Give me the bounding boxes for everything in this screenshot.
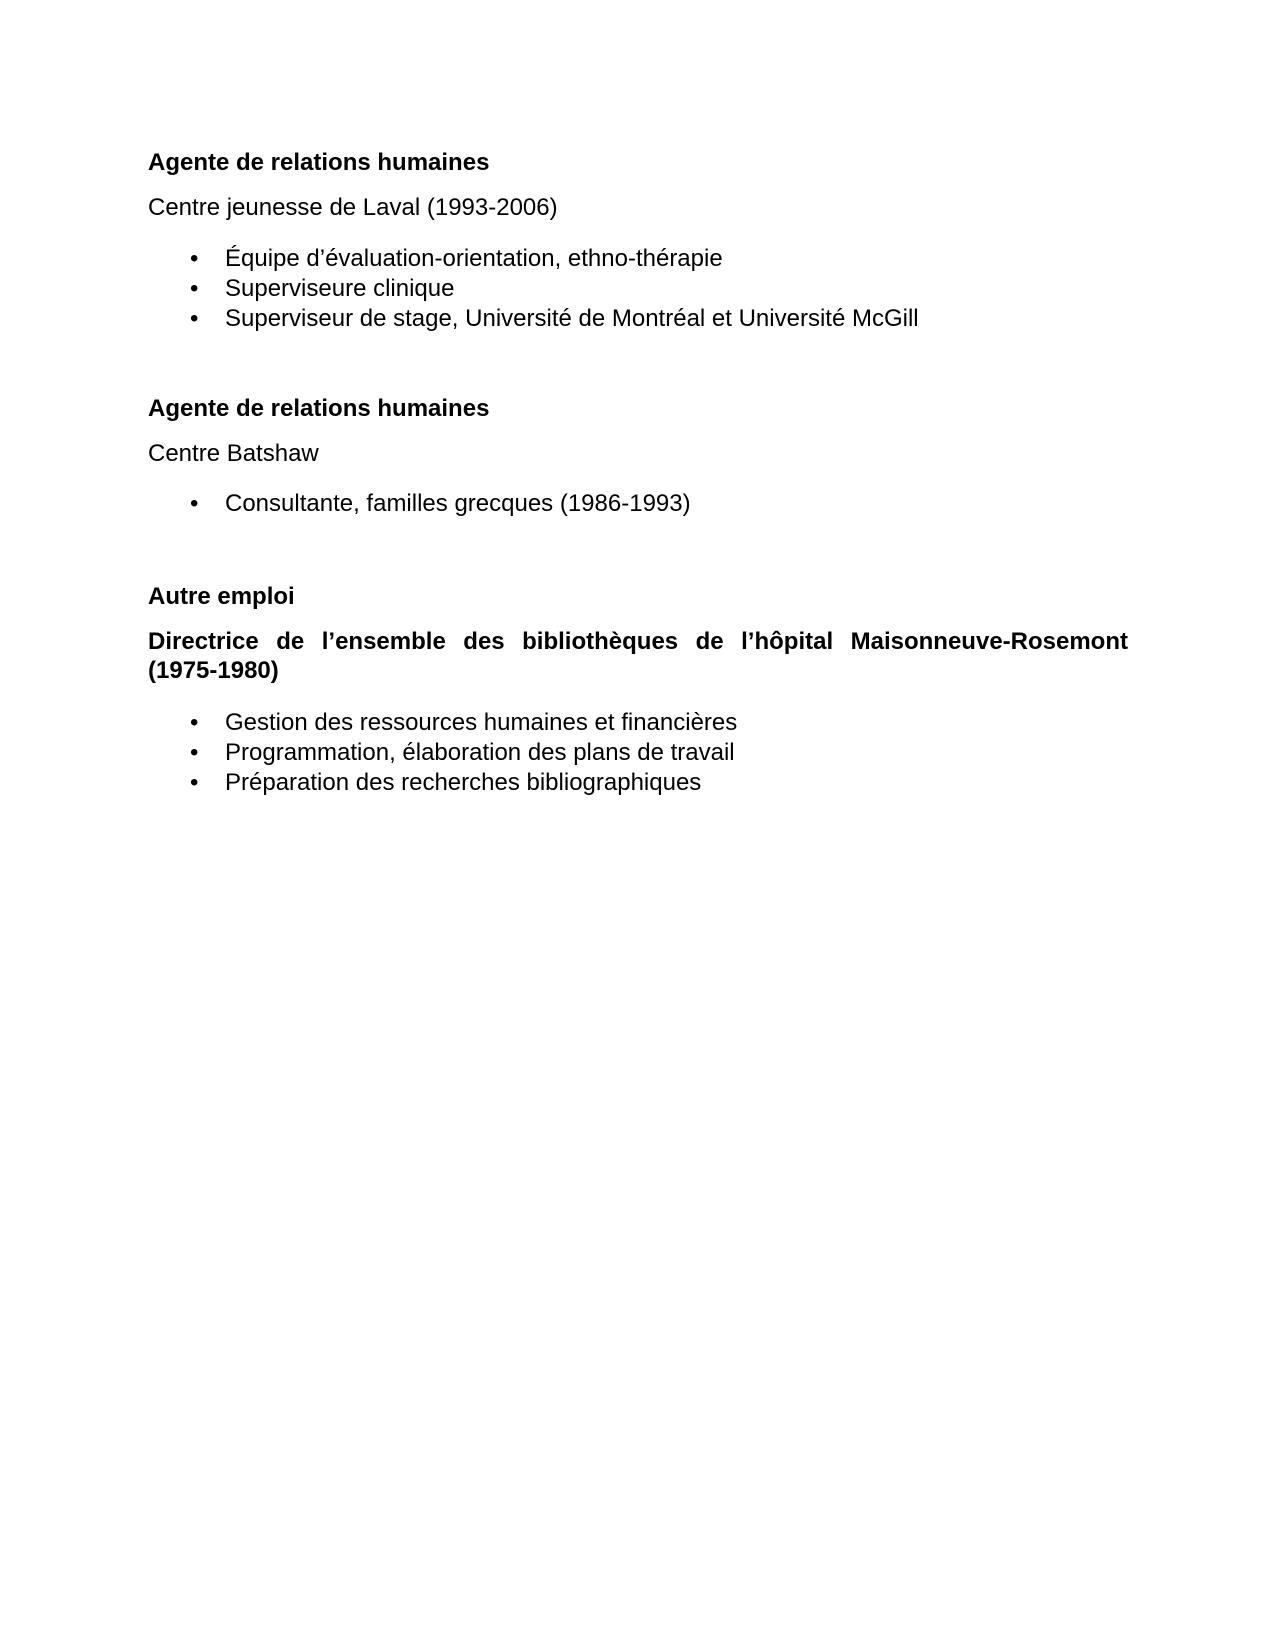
organization-line: Centre jeunesse de Laval (1993-2006) [148, 194, 558, 221]
other-employment-section [148, 582, 1128, 798]
duties-list [148, 489, 1128, 519]
experience-section-1 [148, 148, 1128, 334]
list-item: • Programmation, élaboration des plans de travail [148, 738, 1128, 768]
job-title-heading: Agente de relations humaines [148, 149, 490, 176]
duties-list [148, 244, 1128, 334]
list-item: • Gestion des ressources humaines et financières [148, 708, 1128, 738]
list-item: • Équipe d’évaluation-orientation, ethno-thérapie [148, 244, 1128, 274]
list-item: • Consultante, familles grecques (1986-1993) [148, 489, 1128, 519]
section-heading: Autre emploi [148, 583, 295, 610]
position-title: Directrice de l’ensemble des bibliothèques de l’hôpital Maisonneuve-Rosemont (1975-1980) [148, 628, 1128, 684]
list-item: • Superviseure clinique [148, 274, 1128, 304]
list-item: • Préparation des recherches bibliographiques [148, 768, 1128, 798]
job-title-heading: Agente de relations humaines [148, 395, 490, 422]
organization-line: Centre Batshaw [148, 440, 319, 467]
experience-section-2 [148, 394, 1128, 519]
duties-list [148, 708, 1128, 798]
list-item: • Superviseur de stage, Université de Montréal et Université McGill [148, 304, 1128, 334]
